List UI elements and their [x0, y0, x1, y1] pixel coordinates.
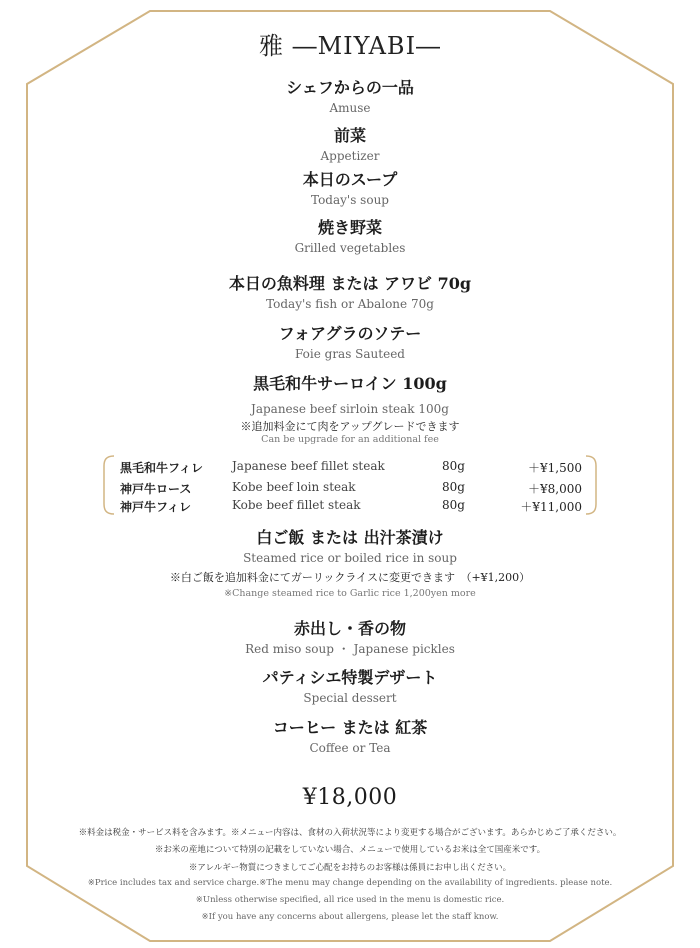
upgrade-row — [0, 459, 700, 477]
footnote: ※Unless otherwise specified, all rice used in the menu is domestic rice. — [195, 895, 505, 905]
course-name-jp: 前菜 — [333, 126, 366, 145]
course-name-en: Today's soup — [311, 193, 389, 207]
menu-title: 雅 ―MIYABI― — [258, 32, 442, 60]
course-name-en: Amuse — [329, 101, 371, 115]
course-name-en: Foie gras Sauteed — [294, 347, 405, 361]
upgrade-price: ＋¥1,500 — [528, 461, 582, 475]
course-name-en: Red miso soup ・ Japanese pickles — [245, 642, 455, 656]
course-name-en: Special dessert — [303, 691, 397, 705]
course-name-en: Grilled vegetables — [294, 241, 406, 255]
upgrade-name-en: Japanese beef fillet steak — [232, 459, 385, 473]
rice-note-en: ※Change steamed rice to Garlic rice 1,200yen more — [224, 588, 476, 599]
upgrade-weight: 80g — [442, 459, 465, 473]
course-name-en: Appetizer — [320, 149, 380, 163]
course-vegetables — [0, 217, 700, 257]
upgrade-price: ＋¥8,000 — [528, 482, 582, 496]
footnote: ※料金は税金・サービス料を含みます。※メニュー内容は、食材の入荷状況等により変更する場合がございます。あらかじめご了承ください。 — [78, 828, 622, 838]
course-miso — [0, 618, 700, 658]
course-name-jp: 焼き野菜 — [317, 218, 382, 237]
course-name-en: Japanese beef sirloin steak 100g — [251, 402, 449, 416]
course-name-jp: 黒毛和牛サーロイン 100g — [253, 374, 447, 393]
footnote: ※お米の産地について特別の記載をしていない場合、メニューで使用しているお米は全て国産米です。 — [154, 845, 546, 855]
course-fish — [0, 273, 700, 313]
footnote: ※If you have any concerns about allergens, please let the staff know. — [201, 912, 499, 922]
upgrade-name-jp: 黒毛和牛フィレ — [120, 461, 204, 475]
upgrade-row — [0, 480, 700, 498]
upgrade-weight: 80g — [442, 480, 465, 494]
course-amuse — [0, 77, 700, 117]
course-name-jp: 本日のスープ — [302, 170, 398, 189]
upgrade-name-en: Kobe beef fillet steak — [232, 498, 361, 512]
course-price: ¥18,000 — [302, 785, 398, 810]
course-appetizer — [0, 125, 700, 165]
upgrade-name-en: Kobe beef loin steak — [232, 480, 356, 494]
course-foie-gras — [0, 323, 700, 363]
footnote: ※Price includes tax and service charge.※The menu may change depending on the availability of ingredients. please note. — [87, 878, 613, 888]
upgrade-name-jp: 神戸牛フィレ — [120, 500, 192, 514]
upgrade-note-en: Can be upgrade for an additional fee — [261, 434, 439, 445]
course-name-jp: フォアグラのソテー — [278, 324, 422, 343]
course-name-jp: コーヒー または 紅茶 — [272, 718, 428, 737]
upgrade-note-jp: ※追加料金にて肉をアップグレードできます — [240, 420, 460, 433]
course-name-en: Today's fish or Abalone 70g — [266, 297, 434, 311]
course-name-en: Steamed rice or boiled rice in soup — [243, 551, 457, 565]
course-name-jp: パティシエ特製デザート — [262, 668, 438, 687]
course-soup — [0, 169, 700, 209]
course-name-jp: 赤出し・香の物 — [293, 619, 406, 638]
rice-note-jp: ※白ご飯を追加料金にてガーリックライスに変更できます （+¥1,200） — [169, 571, 531, 584]
course-name-en: Coffee or Tea — [309, 741, 391, 755]
course-sirloin — [0, 373, 700, 445]
course-name-jp: 本日の魚料理 または アワビ 70g — [228, 274, 472, 293]
course-rice — [0, 527, 700, 599]
course-name-jp: シェフからの一品 — [286, 78, 414, 97]
course-name-jp: 白ご飯 または 出汁茶漬け — [256, 528, 444, 547]
course-dessert — [0, 667, 700, 707]
upgrade-price: ＋¥11,000 — [520, 500, 582, 514]
upgrade-weight: 80g — [442, 498, 465, 512]
footnote: ※アレルギー物質につきましてご心配をお持ちのお客様は係員にお申し出ください。 — [188, 863, 512, 873]
course-coffee — [0, 717, 700, 757]
upgrade-row — [0, 498, 700, 516]
upgrade-name-jp: 神戸牛ロース — [120, 482, 192, 496]
